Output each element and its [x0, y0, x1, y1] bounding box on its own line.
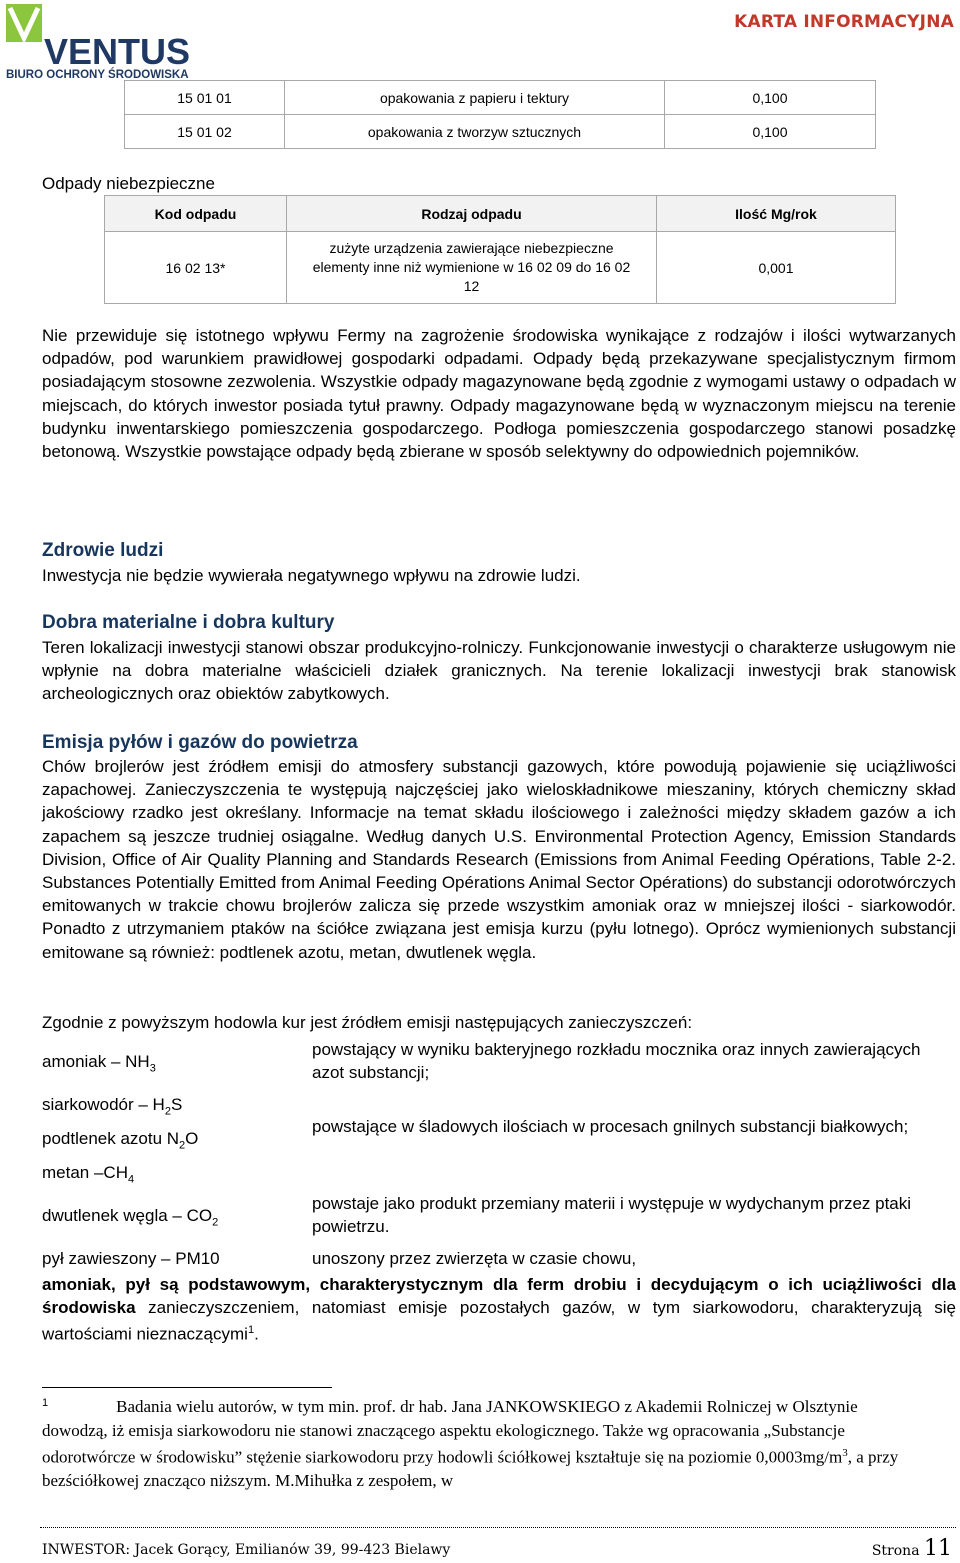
section-heading-emission: Emisja pyłów i gazów do powietrza [42, 732, 358, 753]
page-number: Strona 11 [871, 1536, 952, 1561]
waste-type-cell: opakowania z tworzyw sztucznych [285, 115, 665, 149]
emission-rot-desc: powstające w śladowych ilościach w procesach gnilnych substancji białkowych; [312, 1117, 909, 1136]
column-header: Rodzaj odpadu [287, 196, 657, 232]
waste-impact-paragraph: Nie przewiduje się istotnego wpływu Fermy na zagrożenie środowiska wynikające z rodzajów i ilości wytwarzanych odpadów, pod warunkiem prawidłowej gospodarki odpadami. Odpady będą przekazywane specjalistycznym firmom posiadającym stosowne zezwolenia. Wszystkie odpady magazynowane będą zgodnie z wymogami ustawy o odpadach w miejscach, do których inwestor posiada tytuł prawny. Odpady magazynowane będą w wyznaczonym miejscu na terenie budynku inwentarskiego pomieszczenia gospodarczego. Podłoga pomieszczenia gospodarczego stanowi posadzkę betonową. Wszystkie powstające odpady będą zbierane w sposób selektywny do odpowiednich pojemników. [42, 326, 956, 462]
section-heading-goods: Dobra materialne i dobra kultury [42, 612, 335, 633]
footer-investor: INWESTOR: Jacek Gorący, Emilianów 39, 99-423 Bielawy [42, 1542, 451, 1558]
footer-rule [40, 1527, 956, 1528]
emission-pm10: pył zawieszony – PM10 [42, 1249, 220, 1268]
waste-code-cell: 16 02 13* [105, 232, 287, 304]
hazardous-waste-title: Odpady niebezpieczne [42, 174, 215, 193]
document-type-label: KARTA INFORMACYJNA [734, 12, 954, 32]
waste-amount-cell: 0,100 [665, 81, 876, 115]
emission-h2s: siarkowodór – $H_2S$ [42, 1095, 183, 1118]
emission-conclusion: amoniak, pył są podstawowym, charakterystycznym dla ferm drobiu i decydującym o ich uciążliwości dla środowiska zanieczyszczeniem, natomiast emisje pozostałych gazów, w tym siarkowodoru, charakteryzują się wartościami nieznaczącymi$^1$. [42, 1275, 956, 1345]
logo-word: VENTUS [44, 31, 191, 72]
emission-list-intro: Zgodnie z powyższym hodowla kur jest źródłem emisji następujących zanieczyszczeń: [42, 1013, 693, 1032]
emission-ammonia: amoniak – $NH_3$ [42, 1052, 156, 1075]
waste-type-cell: opakowania z papieru i tektury [285, 81, 665, 115]
emission-n2o: podtlenek azotu $N_2O$ [42, 1129, 199, 1152]
column-header: Ilość Mg/rok [657, 196, 896, 232]
table-row [125, 115, 876, 149]
conclusion-bold: amoniak, pył są podstawowym, charakterystycznym dla ferm drobiu i decydującym o ich uciążliwości dla środowiska [42, 1275, 956, 1318]
waste-amount-cell: 0,001 [657, 232, 896, 304]
emission-co2: dwutlenek węgla – $CO_2$ [42, 1206, 219, 1229]
hazardous-waste-table [104, 195, 896, 304]
footnote-ref: 1 [247, 1324, 255, 1337]
section-heading-health: Zdrowie ludzi [42, 540, 164, 561]
waste-amount-cell: 0,100 [665, 115, 876, 149]
waste-code-cell: 15 01 01 [125, 81, 285, 115]
waste-type-cell: zużyte urządzenia zawierające niebezpieczne elementy inne niż wymienione w 16 02 09 do 16 02 12 [287, 232, 657, 304]
emission-paragraph: Chów brojlerów jest źródłem emisji do atmosfery substancji gazowych, które powodują pojawienie się uciążliwości zapachowej. Zanieczyszczenia te występują najczęściej jako wieloskładnikowe mieszaniny, których chemiczny skład jakościowy rzadko jest określany. Informacje na temat składu ilościowego i zależności między składem gazów a ich zapachem są jeszcze trudniej osiągalne. Według danych U.S. Environmental Protection Agency, Emission Standards Division, Office of Air Quality Planning and Standards Research (Emissions from Animal Feeding Opérations, Table 2-2. Substances Potentially Emitted from Animal Feeding Opérations Animal Sector Opérations) do substancji odorotwórczych emitowanych w trakcie chowu brojlerów zalicza się przede wszystkim amoniak oraz w mniejszej ilości - siarkowodór. Ponadto z utrzymaniem ptaków na ściółce związana jest emisja kurzu (pyłu lotnego). Oprócz wymienionych substancji emitowane są również: podtlenek azotu, metan, dwutlenek węgla. [42, 757, 956, 962]
goods-paragraph: Teren lokalizacji inwestycji stanowi obszar produkcyjno-rolniczy. Funkcjonowanie inwestycji o charakterze usługowym nie wpłynie na dobra materialne właścicieli działek granicznych. Na terenie lokalizacji inwestycji brak stanowisk archeologicznych oraz obiektów zabytkowych. [42, 638, 956, 704]
table-row [105, 232, 896, 304]
table-header-row [105, 196, 896, 232]
emission-co2-desc: powstaje jako produkt przemiany materii i występuje w wydychanym przez ptaki powietrzu. [312, 1194, 912, 1236]
footnote: $^1$ Badania wielu autorów, w tym min. prof. dr hab. Jana JANKOWSKIEGO z Akademii Rolniczej w Olsztynie dowodzą, iż emisja siarkowodoru nie stanowi znaczącego aspektu ekologicznego. Także wg opracowania „Substancje odorotwórcze w środowisku” stężenie siarkowodoru przy hodowli ściółkowej kształtuje się na poziomie $0,0003mg/m^3$, a przy bezściółkowej znacząco niższym. M.Mihułka z zespołem, w [42, 1397, 899, 1491]
emission-pm10-desc: unoszony przez zwierzęta w czasie chowu, [312, 1249, 637, 1268]
table-row [125, 81, 876, 115]
health-paragraph: Inwestycja nie będzie wywierała negatywnego wpływu na zdrowie ludzi. [42, 566, 581, 585]
logo-subtitle: BIURO OCHRONY ŚRODOWISKA [6, 69, 189, 80]
waste-table-continued [124, 80, 876, 149]
emission-ch4: metan $-CH_4$ [42, 1163, 135, 1186]
footnote-separator [42, 1387, 332, 1388]
waste-code-cell: 15 01 02 [125, 115, 285, 149]
emission-ammonia-desc: powstający w wyniku bakteryjnego rozkładu mocznika oraz innych zawierających azot substancji; [312, 1040, 921, 1082]
column-header: Kod odpadu [105, 196, 287, 232]
ventus-logo [4, 2, 234, 80]
